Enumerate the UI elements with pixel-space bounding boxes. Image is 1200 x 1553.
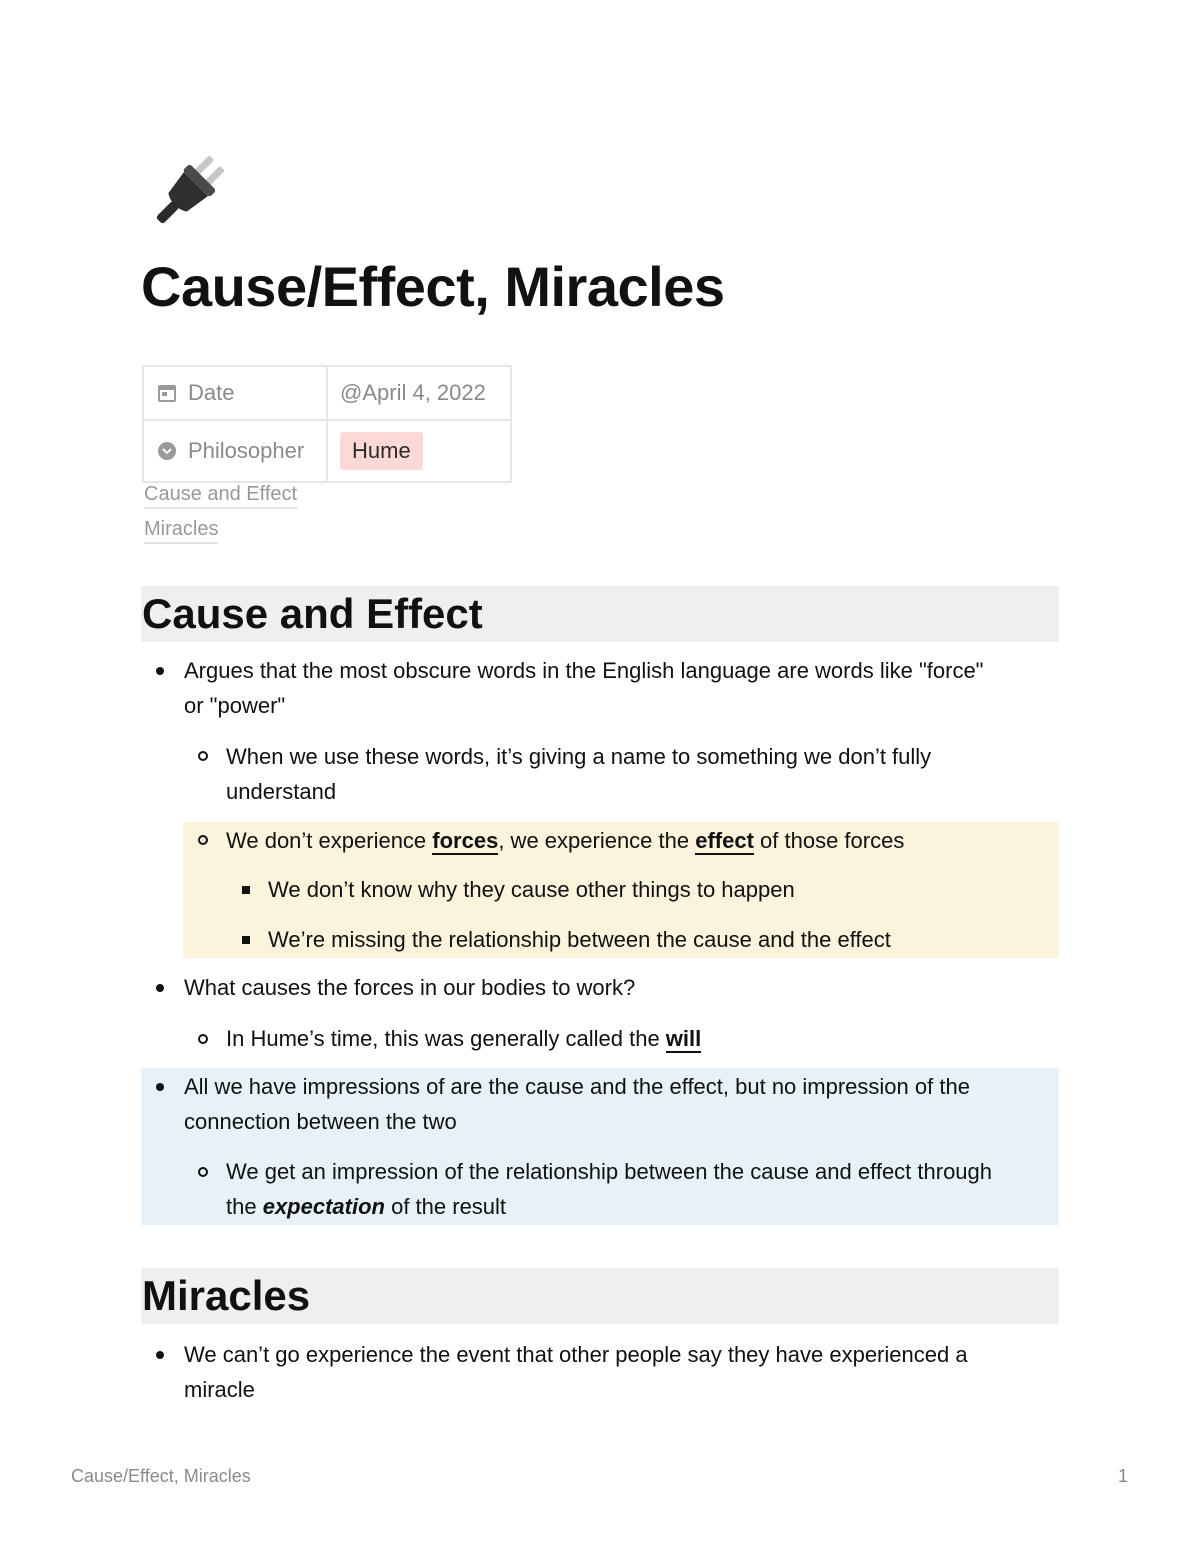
text-run: In Hume’s time, this was generally called the — [226, 1026, 666, 1051]
list-item-text: All we have impressions of are the cause and the effect, but no impression of the — [184, 1074, 970, 1099]
section-heading-miracles: Miracles — [141, 1268, 1059, 1324]
list-item-text: When we use these words, it’s giving a name to something we don’t fully — [226, 744, 932, 769]
emphasis-forces: forces — [432, 828, 499, 853]
calendar-icon — [156, 382, 178, 404]
bullet-disc — [156, 1083, 164, 1091]
page-title: Cause/Effect, Miracles — [141, 255, 725, 318]
list-item-text: Argues that the most obscure words in the English language are words like "force" — [184, 658, 984, 683]
toc-link-cause-and-effect[interactable]: Cause and Effect — [144, 482, 297, 509]
bullet-disc — [156, 667, 164, 675]
bullet-square — [242, 886, 250, 894]
list-item-text: We’re missing the relationship between the cause and the effect — [268, 927, 891, 952]
list-item-text: miracle — [184, 1377, 255, 1402]
bullet-circle — [198, 835, 208, 845]
list-item-text — [226, 823, 904, 858]
toc-link-miracles[interactable]: Miracles — [144, 517, 218, 544]
list-item-text: We get an impression of the relationship between the cause and effect through — [226, 1159, 993, 1184]
text-run: of those forces — [753, 828, 905, 853]
emphasis-expectation: expectation — [262, 1194, 385, 1219]
page-number: 1 — [1118, 1466, 1129, 1486]
emphasis-effect: effect — [695, 828, 754, 853]
list-item-text — [226, 1021, 701, 1056]
date-label: Date — [188, 380, 235, 405]
electric-plug-icon — [143, 152, 229, 236]
date-value[interactable]: @April 4, 2022 — [327, 366, 511, 420]
bullet-disc — [156, 1351, 164, 1359]
philosopher-tag[interactable]: Hume — [340, 432, 423, 470]
bullet-circle — [198, 1167, 208, 1177]
list-item-text: We don’t know why they cause other things to happen — [268, 877, 795, 902]
philosopher-value-cell[interactable] — [327, 420, 511, 482]
table-of-contents — [144, 482, 297, 552]
footer-title: Cause/Effect, Miracles — [71, 1466, 251, 1486]
text-run: of the result — [384, 1194, 507, 1219]
list-item-text: understand — [226, 779, 337, 804]
text-run: We don’t experience — [226, 828, 433, 853]
emphasis-will: will — [665, 1026, 702, 1051]
philosopher-property-label — [143, 420, 327, 482]
date-property-label — [143, 366, 327, 420]
bullet-circle — [198, 1034, 208, 1044]
text-run: the — [226, 1194, 263, 1219]
bullet-square — [242, 936, 250, 944]
properties-table — [142, 365, 512, 483]
select-circle-icon — [156, 440, 178, 462]
list-item-text — [226, 1189, 506, 1224]
list-item-text: We can’t go experience the event that other people say they have experienced a — [184, 1342, 968, 1367]
section-heading-cause-and-effect: Cause and Effect — [141, 586, 1059, 642]
bullet-disc — [156, 984, 164, 992]
list-item-text: What causes the forces in our bodies to work? — [184, 975, 636, 1000]
list-item-text: connection between the two — [184, 1109, 457, 1134]
list-item-text: or "power" — [184, 693, 286, 718]
bullet-circle — [198, 751, 208, 761]
philosopher-label: Philosopher — [188, 438, 305, 463]
text-run: , we experience the — [498, 828, 696, 853]
